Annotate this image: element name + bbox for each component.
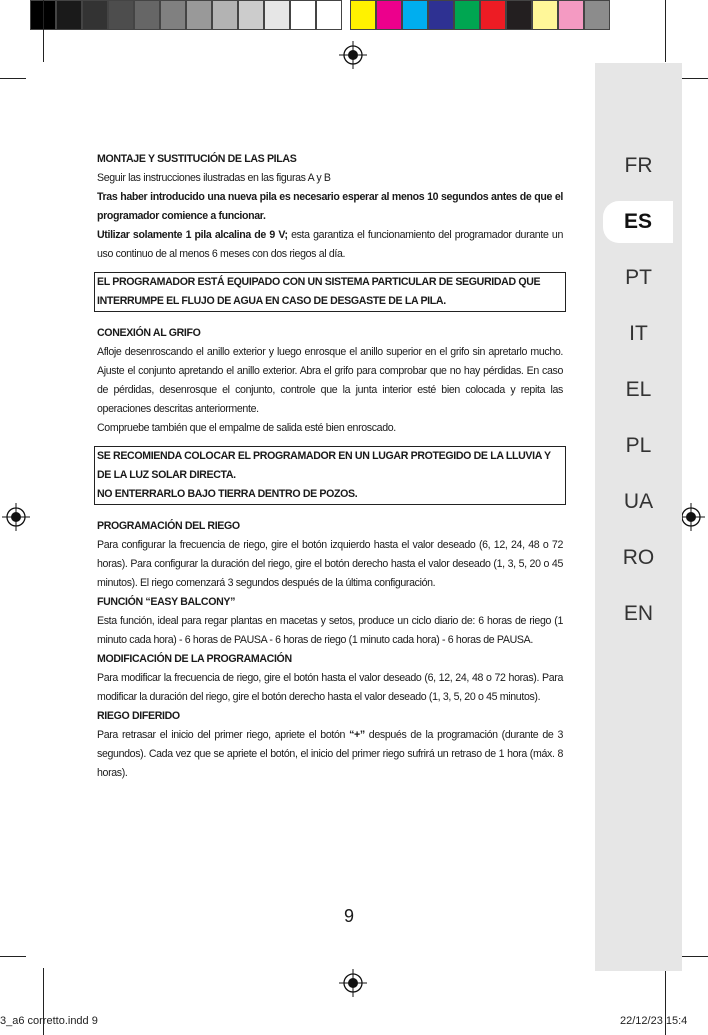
- color-swatch: [108, 0, 134, 30]
- lang-tab-pl[interactable]: PL: [625, 434, 652, 457]
- color-swatch: [402, 0, 428, 30]
- inline-text: esta garantiza el funcionamiento del programador durante un uso continuo de al menos 6 meses con dos riegos al día.: [97, 229, 563, 260]
- registration-mark-icon: [338, 40, 368, 70]
- paragraph: [97, 226, 563, 264]
- warning-box-placement: [94, 446, 566, 505]
- lang-tab-el[interactable]: EL: [625, 378, 652, 401]
- page-number: 9: [344, 906, 355, 926]
- color-swatch: [480, 0, 506, 30]
- color-swatch: [428, 0, 454, 30]
- color-swatch: [56, 0, 82, 30]
- section-title-easy-balcony: FUNCIÓN “EASY BALCONY”: [97, 596, 236, 608]
- lang-tab-es[interactable]: ES: [603, 201, 673, 243]
- color-swatch: [264, 0, 290, 30]
- inline-text: Para retrasar el inicio del primer riego, apriete el botón: [97, 729, 350, 741]
- color-swatch: [290, 0, 316, 30]
- paragraph: Seguir las instrucciones ilustradas en las figuras A y B: [97, 172, 331, 184]
- lang-tab-fr[interactable]: FR: [624, 154, 653, 177]
- color-swatch: [134, 0, 160, 30]
- inline-text: después de la programación (durante de 3 segundos). Cada vez que se apriete el botón, el inicio del primer riego sufrirá un retraso de 1 hora (máx. 8 horas).: [97, 729, 563, 779]
- crop-mark: [43, 0, 44, 62]
- warning-line: NO ENTERRARLO BAJO TIERRA DENTRO DE POZOS.: [97, 488, 358, 500]
- language-sidebar: [595, 63, 682, 971]
- paragraph: Para modificar la frecuencia de riego, gire el botón hasta el valor deseado (6, 12, 24, 48 o 72 horas). Para modificar la duración del riego, gire el botón derecho hasta el valor deseado (1, 3, 5, 20 o 45 minutos).: [97, 672, 563, 703]
- color-swatch: [506, 0, 532, 30]
- footer-filename: 3_a6 corretto.indd 9: [0, 1015, 98, 1027]
- section-title-modification: MODIFICACIÓN DE LA PROGRAMACIÓN: [97, 653, 292, 665]
- color-swatch: [376, 0, 402, 30]
- paragraph: Esta función, ideal para regar plantas en macetas y setos, produce un ciclo diario de: 6 horas de riego (1 minuto cada hora) - 6 horas de PAUSA - 6 horas de riego (1 minuto cada hora) - 6 horas de PAUSA.: [97, 615, 563, 646]
- crop-mark: [682, 78, 708, 79]
- inline-bold: Utilizar solamente 1 pila alcalina de 9 V;: [97, 229, 288, 241]
- section-title-tap: CONEXIÓN AL GRIFO: [97, 327, 201, 339]
- lang-tab-it[interactable]: IT: [629, 322, 648, 345]
- crop-mark: [0, 956, 26, 957]
- color-swatch: [316, 0, 342, 30]
- plus-symbol: “+”: [349, 729, 365, 741]
- paragraph: Para configurar la frecuencia de riego, gire el botón izquierdo hasta el valor deseado (6, 12, 24, 48 o 72 horas). Para configurar la duración del riego, gire el botón derecho hasta el valor deseado (1, 3, 5, 20 o 45 minutos). El riego comenzará 3 segundos después de la última configuración.: [97, 539, 563, 589]
- paragraph: Compruebe también que el empalme de salida esté bien enroscado.: [97, 422, 396, 434]
- paragraph: [97, 726, 563, 783]
- color-swatch: [186, 0, 212, 30]
- color-swatch: [454, 0, 480, 30]
- color-calibration-bar: [30, 0, 610, 32]
- color-swatch: [584, 0, 610, 30]
- lang-tab-ro[interactable]: RO: [622, 546, 655, 569]
- lang-tab-pt[interactable]: PT: [625, 266, 652, 289]
- registration-mark-icon: [338, 968, 368, 998]
- color-swatch: [82, 0, 108, 30]
- color-swatch: [212, 0, 238, 30]
- crop-mark: [665, 0, 666, 62]
- lang-tab-en[interactable]: EN: [623, 602, 654, 625]
- warning-box-battery: EL PROGRAMADOR ESTÁ EQUIPADO CON UN SISTEMA PARTICULAR DE SEGURIDAD QUE INTERRUMPE EL FLUJO DE AGUA EN CASO DE DESGASTE DE LA PILA.: [94, 272, 566, 312]
- color-swatch: [350, 0, 376, 30]
- crop-mark: [0, 78, 26, 79]
- footer-timestamp: 22/12/23 15:4: [620, 1015, 688, 1027]
- registration-mark-icon: [1, 502, 31, 532]
- crop-mark: [682, 956, 708, 957]
- paragraph: Afloje desenroscando el anillo exterior y luego enrosque el anillo superior en el grifo sin apretarlo mucho. Ajuste el conjunto apretando el anillo exterior. Abra el grifo para comprobar que no hay pérdidas. En caso de pérdidas, desenrosque el conjunto, controle que la junta interior esté bien colocada y repita las operaciones descritas anteriormente.: [97, 346, 563, 415]
- lang-tab-ua[interactable]: UA: [623, 490, 654, 513]
- color-swatch: [532, 0, 558, 30]
- color-swatch: [238, 0, 264, 30]
- warning-line: SE RECOMIENDA COLOCAR EL PROGRAMADOR EN UN LUGAR PROTEGIDO DE LA LLUVIA Y DE LA LUZ SOLAR DIRECTA.: [97, 450, 551, 481]
- color-swatch: [160, 0, 186, 30]
- section-title-delayed: RIEGO DIFERIDO: [97, 710, 180, 722]
- section-title-programming: PROGRAMACIÓN DEL RIEGO: [97, 520, 240, 532]
- paragraph-bold: Tras haber introducido una nueva pila es necesario esperar al menos 10 segundos antes de que el programador comience a funcionar.: [97, 191, 563, 222]
- section-title-battery: MONTAJE Y SUSTITUCIÓN DE LAS PILAS: [97, 153, 297, 165]
- main-content: [97, 150, 563, 783]
- color-swatch: [558, 0, 584, 30]
